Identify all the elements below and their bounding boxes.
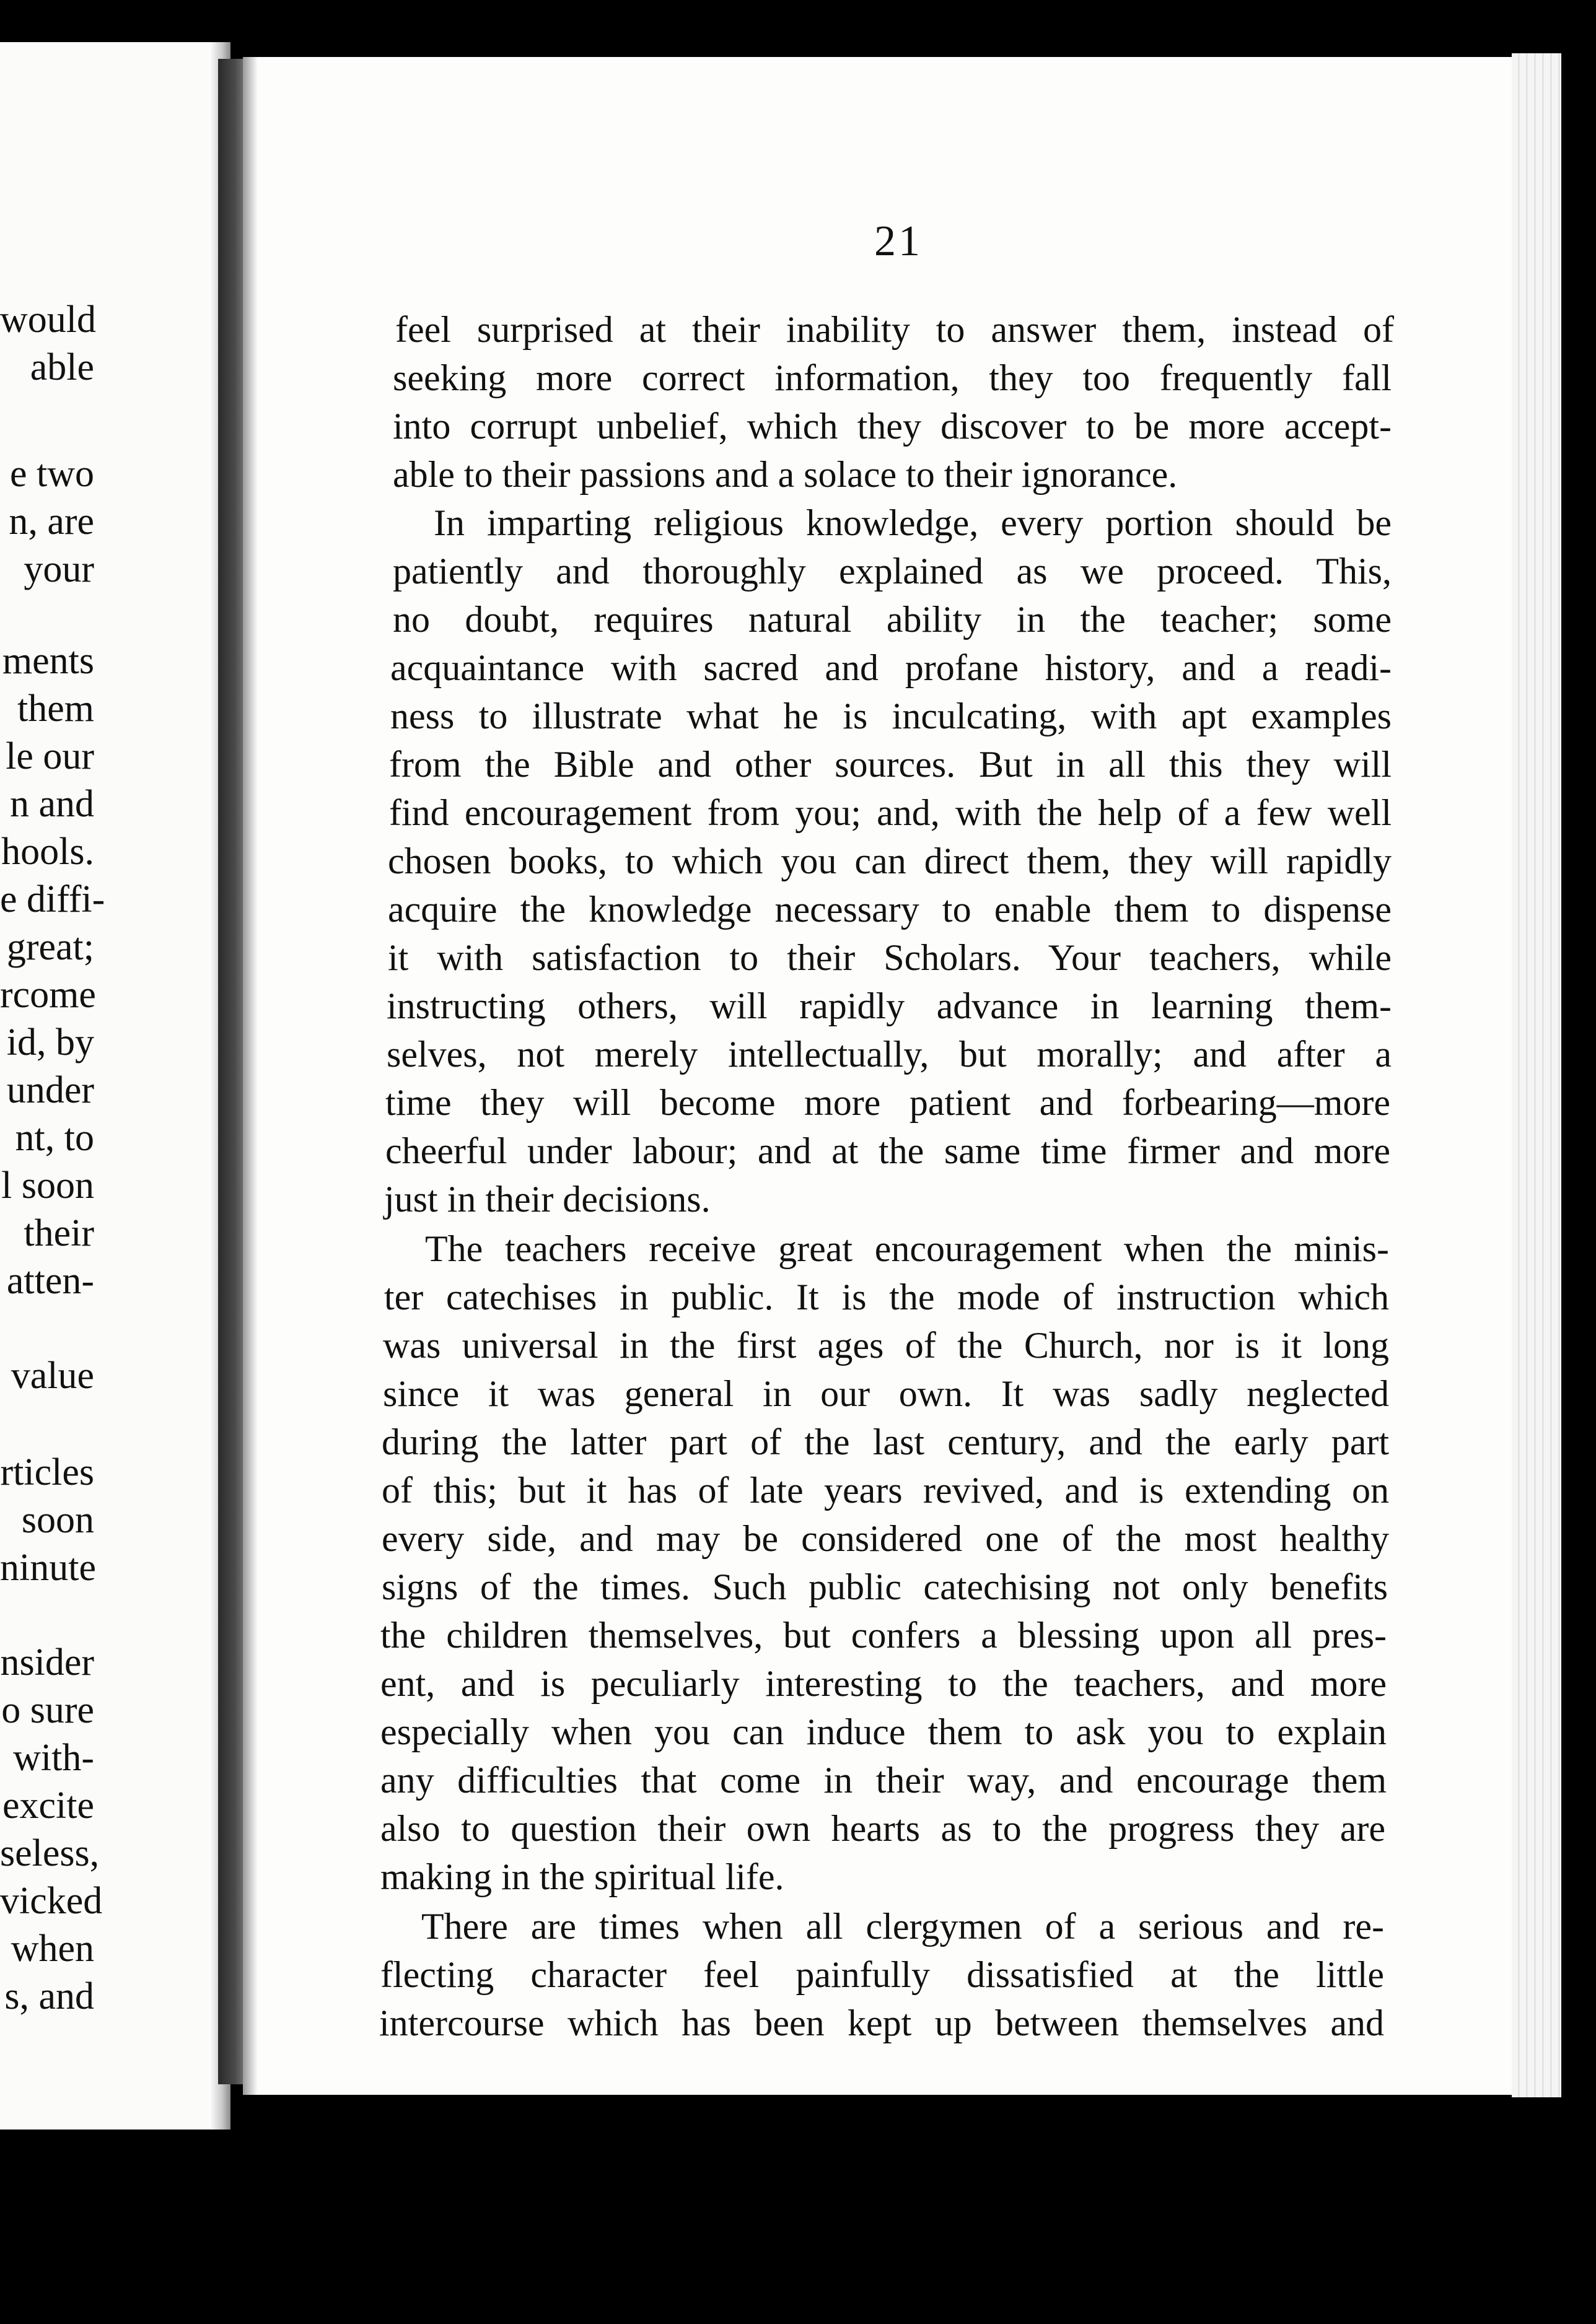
text-line: during the latter part of the last century, and the early part <box>382 1422 1389 1462</box>
text-line: flecting character feel painfully dissatisfied at the little <box>380 1954 1384 1995</box>
text-line: acquire the knowledge necessary to enable them to dispense <box>388 889 1392 930</box>
left-line: o sure <box>1 1689 94 1731</box>
left-line: their <box>24 1212 94 1254</box>
left-line: id, by <box>6 1021 94 1064</box>
text-line: patiently and thoroughly explained as we proceed. This, <box>393 551 1392 592</box>
text-line: feel surprised at their inability to answer them, instead of <box>395 309 1394 350</box>
left-line: le our <box>6 735 94 777</box>
text-line: able to their passions and a solace to their ignorance. <box>393 454 1178 495</box>
left-line: rcome <box>0 974 96 1016</box>
text-line: of this; but it has of late years revived, and is extending on <box>382 1470 1389 1511</box>
text-line: ness to illustrate what he is inculcating, with apt examples <box>390 696 1392 736</box>
left-line: them <box>17 688 94 730</box>
page-number: 21 <box>874 217 923 265</box>
text-line: also to question their own hearts as to the progress they are <box>380 1808 1385 1849</box>
right-scan-border <box>1561 50 1596 2106</box>
left-line: l soon <box>1 1164 94 1207</box>
left-line: great; <box>6 926 94 968</box>
text-line: chosen books, to which you can direct them, they will rapidly <box>388 841 1392 881</box>
text-line: acquaintance with sacred and profane history, and a readi- <box>390 647 1392 688</box>
left-line: n, are <box>9 500 94 543</box>
left-line: atten- <box>6 1260 94 1302</box>
left-line: would <box>0 299 96 341</box>
text-line: cheerful under labour; and at the same time firmer and more <box>385 1130 1390 1171</box>
text-line: it with satisfaction to their Scholars. Your teachers, while <box>388 937 1392 978</box>
left-line: under <box>6 1069 94 1111</box>
text-line: the children themselves, but confers a blessing upon all pres- <box>380 1615 1387 1656</box>
text-line: In imparting religious knowledge, every portion should be <box>434 502 1392 543</box>
left-line: ninute <box>0 1547 96 1589</box>
main-page-gutter-shadow <box>243 57 258 2095</box>
left-line: vicked <box>0 1880 103 1922</box>
left-line: excite <box>2 1784 94 1827</box>
text-line: ent, and is peculiarly interesting to the teachers, and more <box>380 1663 1387 1704</box>
left-line: n and <box>9 783 94 825</box>
text-line: signs of the times. Such public catechising not only benefits <box>382 1566 1388 1607</box>
text-line: intercourse which has been kept up between themselves and <box>379 2003 1384 2043</box>
left-line: able <box>30 346 94 388</box>
left-line: your <box>24 548 94 590</box>
left-line: e two <box>9 453 94 495</box>
text-line: There are times when all clergymen of a serious and re- <box>421 1906 1384 1947</box>
left-line: seless, <box>0 1832 100 1874</box>
left-line: hools. <box>1 831 94 873</box>
left-line: with- <box>13 1737 94 1779</box>
text-line: was universal in the first ages of the Church, nor is it long <box>383 1325 1389 1366</box>
left-line: value <box>11 1355 94 1397</box>
text-line: find encouragement from you; and, with the help of a few well <box>389 792 1392 833</box>
page-edges <box>1512 53 1561 2097</box>
left-line: nt, to <box>15 1117 94 1159</box>
text-line: seeking more correct information, they too frequently fall <box>393 357 1392 398</box>
text-line: since it was general in our own. It was sadly neglected <box>383 1373 1389 1414</box>
text-line: every side, and may be considered one of the most healthy <box>382 1518 1389 1559</box>
text-line: selves, not merely intellectually, but morally; and after a <box>387 1034 1392 1075</box>
text-line: just in their decisions. <box>384 1179 711 1220</box>
left-line: e diffi- <box>0 878 105 920</box>
text-line: ter catechises in public. It is the mode of instruction which <box>384 1277 1389 1317</box>
left-line: rticles <box>0 1451 94 1493</box>
left-page-fragment <box>0 42 230 2130</box>
text-line: no doubt, requires natural ability in the teacher; some <box>393 599 1392 640</box>
text-line: making in the spiritual life. <box>380 1856 784 1897</box>
text-line: from the Bible and other sources. But in all this they will <box>389 744 1392 785</box>
text-line: time they will become more patient and forbearing—more <box>385 1082 1390 1123</box>
text-line: instructing others, will rapidly advance in learning them- <box>387 985 1392 1026</box>
left-line: ments <box>2 640 94 682</box>
text-line: any difficulties that come in their way, and encourage them <box>380 1760 1387 1801</box>
left-line: soon <box>21 1499 94 1541</box>
left-line: nsider <box>0 1641 94 1684</box>
text-line: The teachers receive great encouragement when the minis- <box>425 1228 1389 1269</box>
text-line: into corrupt unbelief, which they discover to be more accept- <box>393 406 1392 447</box>
text-line: especially when you can induce them to ask you to explain <box>380 1711 1387 1752</box>
left-line: when <box>11 1928 94 1970</box>
left-line: s, and <box>4 1975 94 2017</box>
